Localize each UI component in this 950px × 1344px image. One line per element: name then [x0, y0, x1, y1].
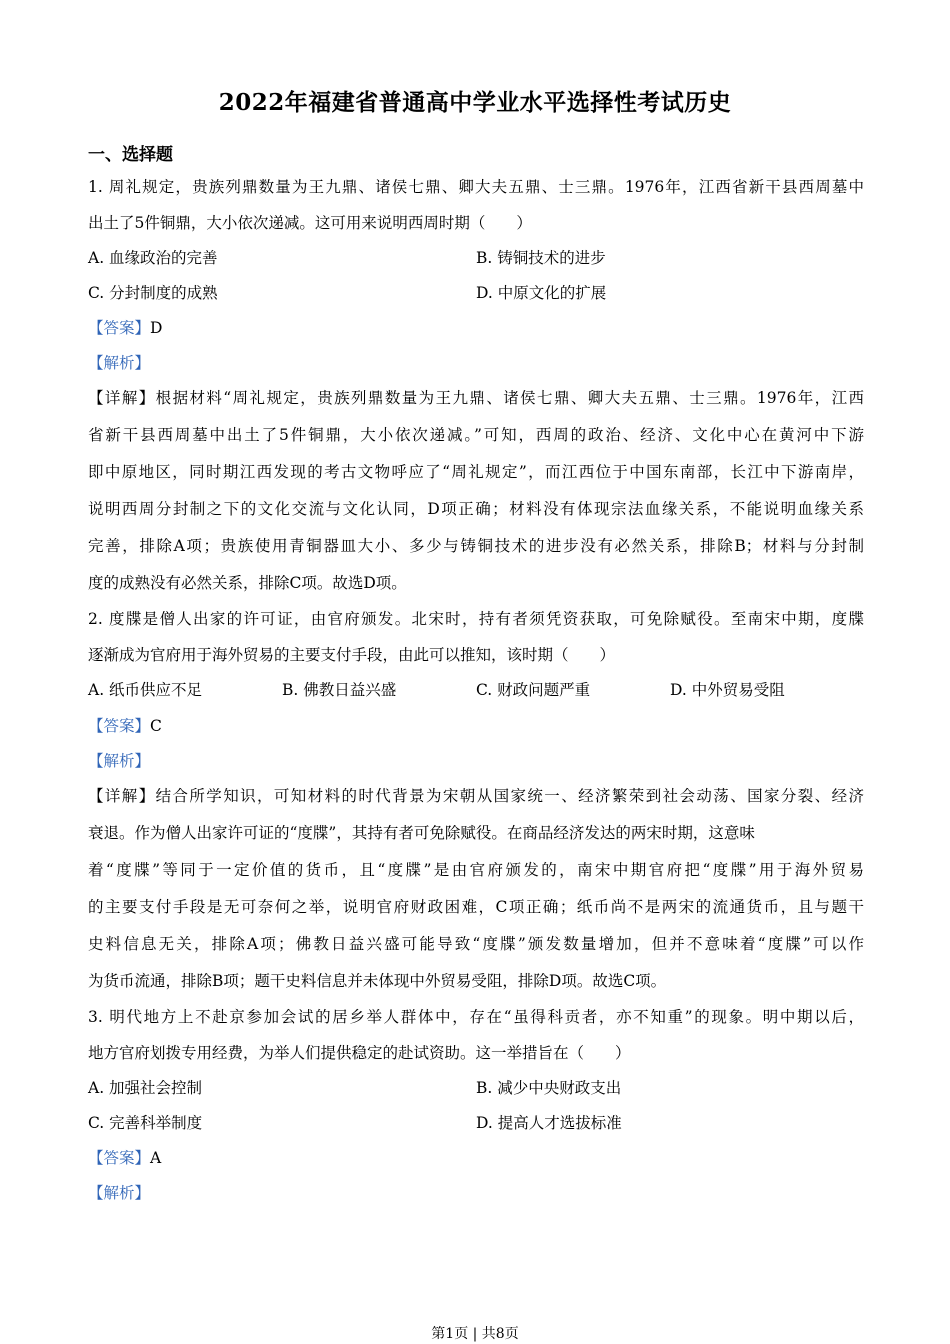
q3-option-d: D. 提高人才选拔标准 [476, 1114, 622, 1132]
detail-text: 结合所学知识，可知材料的时代背景为宋朝从国家统一、经济繁荣到社会动荡、国家分裂、经济 [155, 787, 864, 805]
q1-answer [88, 317, 162, 339]
q2-detail-line-3: 着“度牒”等同于一定价值的货币，且“度牒”是由官府颁发的，南宋中期官府把“度牒”用于海外贸易 [88, 861, 864, 879]
q2-analysis-tag: 【解析】 [88, 752, 151, 770]
q2-detail-line-5: 史料信息无关，排除A项；佛教日益兴盛可能导致“度牒”颁发数量增加，但并不意味着“度牒”可以作 [88, 935, 864, 953]
section-heading: 一、选择题 [88, 145, 173, 165]
q2-detail-line-4: 的主要支付手段是无可奈何之举，说明官府财政困难，C项正确；纸币尚不是两宋的流通货币，且与题干 [88, 898, 864, 916]
q3-answer [88, 1147, 161, 1169]
q2-option-d: D. 中外贸易受阻 [670, 681, 785, 699]
page-footer: 第1页 | 共8页 [431, 1326, 519, 1342]
q3-stem-line-2: 地方官府划拨专用经费，为举人们提供稳定的赴试资助。这一举措旨在（ ） [88, 1044, 631, 1062]
q1-detail-line-1 [88, 387, 864, 409]
answer-tag: 【答案】 [88, 319, 151, 337]
answer-value: D [150, 319, 163, 337]
q2-detail-line-6: 为货币流通，排除B项；题干史料信息并未体现中外贸易受阻，排除D项。故选C项。 [88, 972, 667, 990]
q2-option-a: A. 纸币供应不足 [88, 681, 203, 699]
q2-option-b: B. 佛教日益兴盛 [282, 681, 397, 699]
q1-detail-line-5: 完善，排除A项；贵族使用青铜器皿大小、多少与铸铜技术的进步没有必然关系，排除B；材料与分封制 [88, 537, 864, 555]
q1-option-b: B. 铸铜技术的进步 [476, 249, 606, 267]
q3-stem-line-1: 3. 明代地方上不赴京参加会试的居乡举人群体中，存在“虽得科贡者，亦不知重”的现象。明中期以后， [88, 1008, 864, 1026]
answer-value: A [150, 1149, 162, 1167]
q1-option-a: A. 血缘政治的完善 [88, 249, 218, 267]
q2-answer [88, 715, 162, 737]
q3-analysis-tag: 【解析】 [88, 1184, 151, 1202]
q1-stem-line-2: 出土了5件铜鼎，大小依次递减。这可用来说明西周时期（ ） [88, 214, 532, 232]
q2-stem-line-1: 2. 度牒是僧人出家的许可证，由官府颁发。北宋时，持有者须凭资获取，可免除赋役。至南宋中期，度牒 [88, 610, 864, 628]
answer-tag: 【答案】 [88, 717, 151, 735]
q2-detail-line-1 [88, 785, 864, 807]
q1-option-d: D. 中原文化的扩展 [476, 284, 607, 302]
q3-option-c: C. 完善科举制度 [88, 1114, 203, 1132]
q2-option-c: C. 财政问题严重 [476, 681, 591, 699]
q1-stem-line-1: 1. 周礼规定，贵族列鼎数量为王九鼎、诸侯七鼎、卿大夫五鼎、士三鼎。1976年，江西省新干县西周墓中 [88, 178, 864, 196]
q2-stem-line-2: 逐渐成为官府用于海外贸易的主要支付手段，由此可以推知，该时期（ ） [88, 646, 616, 664]
q1-detail-line-4: 说明西周分封制之下的文化交流与文化认同，D项正确；材料没有体现宗法血缘关系，不能说明血缘关系 [88, 500, 864, 518]
q1-detail-line-6: 度的成熟没有必然关系，排除C项。故选D项。 [88, 574, 407, 592]
q2-detail-line-2: 衰退。作为僧人出家许可证的“度牒”，其持有者可免除赋役。在商品经济发达的两宋时期，这意味 [88, 824, 755, 842]
page-title: 2022年福建省普通高中学业水平选择性考试历史 [218, 89, 732, 116]
q1-option-c: C. 分封制度的成熟 [88, 284, 218, 302]
q1-analysis-tag: 【解析】 [88, 354, 151, 372]
detail-text: 根据材料“周礼规定，贵族列鼎数量为王九鼎、诸侯七鼎、卿大夫五鼎、士三鼎。1976年，江西 [155, 389, 864, 407]
q1-detail-line-3: 即中原地区，同时期江西发现的考古文物呼应了“周礼规定”，而江西位于中国东南部，长江中下游南岸， [88, 463, 864, 481]
answer-tag: 【答案】 [88, 1149, 151, 1167]
q3-option-b: B. 减少中央财政支出 [476, 1079, 622, 1097]
detail-tag: 【详解】 [88, 787, 156, 805]
answer-value: C [150, 717, 162, 735]
detail-tag: 【详解】 [88, 389, 156, 407]
q1-detail-line-2: 省新干县西周墓中出土了5件铜鼎，大小依次递减。”可知，西周的政治、经济、文化中心在黄河中下游 [88, 426, 864, 444]
q3-option-a: A. 加强社会控制 [88, 1079, 203, 1097]
